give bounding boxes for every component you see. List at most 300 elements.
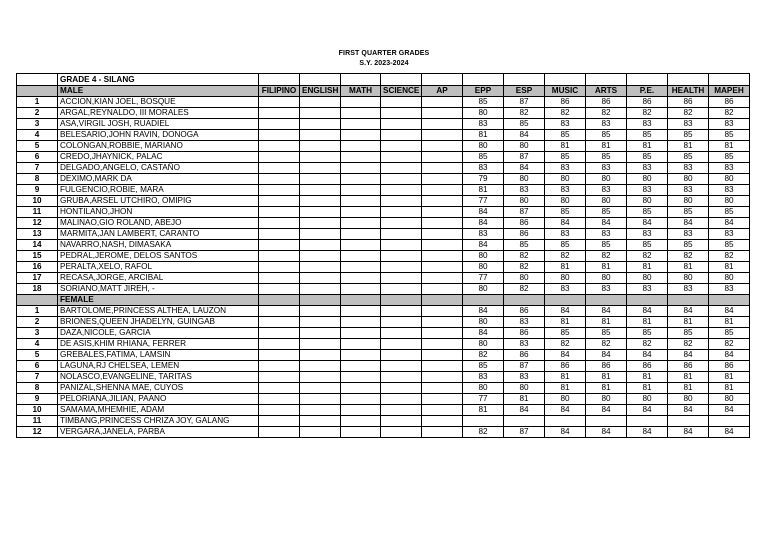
grade-arts: 83 — [586, 119, 627, 130]
grade-p-e: 83 — [627, 119, 668, 130]
grade-music: 86 — [545, 97, 586, 108]
column-header-filipino: FILIPINO — [259, 86, 300, 97]
header-blank-cell — [504, 295, 545, 306]
grade-esp: 83 — [504, 339, 545, 350]
grade-epp: 83 — [463, 372, 504, 383]
grade-ap — [422, 350, 463, 361]
grade-esp: 87 — [504, 207, 545, 218]
grade-health: 81 — [668, 383, 709, 394]
student-number: 14 — [17, 240, 58, 251]
student-row — [17, 141, 750, 152]
grade-science — [381, 97, 422, 108]
grade-esp: 80 — [504, 383, 545, 394]
grade-epp: 83 — [463, 229, 504, 240]
grade-epp: 84 — [463, 218, 504, 229]
grade-math — [341, 416, 381, 427]
grade-music: 86 — [545, 361, 586, 372]
grade-science — [381, 196, 422, 207]
grade-english — [300, 383, 341, 394]
student-row — [17, 284, 750, 295]
grade-music: 85 — [545, 130, 586, 141]
grade-esp: 82 — [504, 284, 545, 295]
column-header-english: ENGLISH — [300, 86, 341, 97]
grade-ap — [422, 262, 463, 273]
grade-arts: 85 — [586, 152, 627, 163]
grade-english — [300, 273, 341, 284]
grade-mapeh: 80 — [709, 174, 750, 185]
grade-math — [341, 108, 381, 119]
grade-epp: 80 — [463, 262, 504, 273]
female-group-label: FEMALE — [58, 295, 259, 306]
grade-p-e: 84 — [627, 218, 668, 229]
student-name: FULGENCIO,ROBIE, MARA — [58, 185, 259, 196]
grade-arts: 81 — [586, 317, 627, 328]
column-header-mapeh: MAPEH — [709, 86, 750, 97]
grade-science — [381, 262, 422, 273]
student-row — [17, 328, 750, 339]
grade-p-e: 84 — [627, 306, 668, 317]
grade-math — [341, 284, 381, 295]
section-title: GRADE 4 - SILANG — [58, 74, 259, 86]
column-header-health: HEALTH — [668, 86, 709, 97]
grade-math — [341, 251, 381, 262]
column-header-music: MUSIC — [545, 86, 586, 97]
student-name: NOLASCO,EVANGELINE, TARITAS — [58, 372, 259, 383]
grade-health: 81 — [668, 317, 709, 328]
student-number: 6 — [17, 361, 58, 372]
grade-health: 80 — [668, 273, 709, 284]
grade-filipino — [259, 229, 300, 240]
grade-science — [381, 207, 422, 218]
grade-ap — [422, 416, 463, 427]
grade-filipino — [259, 339, 300, 350]
student-name: COLONGAN,ROBBIE, MARIANO — [58, 141, 259, 152]
grade-music: 84 — [545, 405, 586, 416]
grade-english — [300, 174, 341, 185]
student-row — [17, 361, 750, 372]
student-row — [17, 108, 750, 119]
grade-mapeh: 82 — [709, 108, 750, 119]
grade-english — [300, 306, 341, 317]
grade-ap — [422, 405, 463, 416]
header-blank-cell — [259, 295, 300, 306]
grade-epp: 85 — [463, 152, 504, 163]
grade-filipino — [259, 372, 300, 383]
grade-mapeh: 85 — [709, 328, 750, 339]
grade-arts: 81 — [586, 372, 627, 383]
grade-esp: 81 — [504, 394, 545, 405]
blank-cell — [545, 74, 586, 86]
student-name: GREBALES,FATIMA, LAMSIN — [58, 350, 259, 361]
grade-health: 82 — [668, 251, 709, 262]
grade-filipino — [259, 141, 300, 152]
grade-mapeh — [709, 416, 750, 427]
grade-filipino — [259, 328, 300, 339]
grade-math — [341, 141, 381, 152]
grade-health: 84 — [668, 350, 709, 361]
grade-epp: 77 — [463, 196, 504, 207]
grade-p-e: 80 — [627, 196, 668, 207]
student-row — [17, 416, 750, 427]
header-blank-cell — [627, 295, 668, 306]
grade-math — [341, 207, 381, 218]
grade-health: 84 — [668, 306, 709, 317]
grade-science — [381, 251, 422, 262]
grade-math — [341, 152, 381, 163]
student-row — [17, 394, 750, 405]
grade-p-e: 83 — [627, 185, 668, 196]
grade-ap — [422, 317, 463, 328]
grade-mapeh: 84 — [709, 427, 750, 438]
student-number: 12 — [17, 218, 58, 229]
grade-ap — [422, 130, 463, 141]
grade-arts: 81 — [586, 262, 627, 273]
grade-p-e: 85 — [627, 130, 668, 141]
grade-music: 80 — [545, 273, 586, 284]
grade-arts: 85 — [586, 328, 627, 339]
grade-p-e: 81 — [627, 383, 668, 394]
grade-mapeh: 82 — [709, 339, 750, 350]
grade-p-e: 83 — [627, 284, 668, 295]
grade-filipino — [259, 383, 300, 394]
grade-health: 81 — [668, 262, 709, 273]
grade-arts: 85 — [586, 130, 627, 141]
student-number: 11 — [17, 207, 58, 218]
grade-mapeh: 83 — [709, 229, 750, 240]
header-blank-cell — [709, 295, 750, 306]
grade-p-e: 81 — [627, 317, 668, 328]
grade-epp: 84 — [463, 240, 504, 251]
student-number: 8 — [17, 174, 58, 185]
grade-science — [381, 174, 422, 185]
header-blank-cell — [341, 295, 381, 306]
student-number: 4 — [17, 130, 58, 141]
student-row — [17, 427, 750, 438]
grade-p-e: 84 — [627, 350, 668, 361]
grade-epp: 79 — [463, 174, 504, 185]
student-row — [17, 240, 750, 251]
student-row — [17, 306, 750, 317]
grade-epp: 84 — [463, 306, 504, 317]
student-name: ASA,VIRGIL JOSH, RUADIEL — [58, 119, 259, 130]
student-number: 17 — [17, 273, 58, 284]
grade-arts: 85 — [586, 207, 627, 218]
grade-mapeh: 84 — [709, 306, 750, 317]
grade-math — [341, 262, 381, 273]
grade-music — [545, 416, 586, 427]
student-name: SORIANO,MATT JIREH, - — [58, 284, 259, 295]
grade-ap — [422, 229, 463, 240]
grade-p-e: 80 — [627, 174, 668, 185]
grade-epp: 77 — [463, 394, 504, 405]
grade-health: 83 — [668, 185, 709, 196]
grade-arts: 83 — [586, 185, 627, 196]
grade-epp: 83 — [463, 119, 504, 130]
student-row — [17, 383, 750, 394]
grade-music: 83 — [545, 229, 586, 240]
grade-p-e: 84 — [627, 405, 668, 416]
grade-health: 84 — [668, 405, 709, 416]
student-row — [17, 339, 750, 350]
report-title: FIRST QUARTER GRADES — [338, 50, 430, 57]
header-blank-cell — [463, 295, 504, 306]
grade-p-e: 85 — [627, 207, 668, 218]
female-header-row — [17, 295, 750, 306]
grade-health: 82 — [668, 339, 709, 350]
header-blank-cell — [422, 295, 463, 306]
student-number: 8 — [17, 383, 58, 394]
student-row — [17, 317, 750, 328]
grade-science — [381, 317, 422, 328]
grade-esp: 84 — [504, 405, 545, 416]
grade-arts: 80 — [586, 174, 627, 185]
grade-p-e — [627, 416, 668, 427]
grade-health: 80 — [668, 174, 709, 185]
grade-health: 83 — [668, 163, 709, 174]
student-number: 12 — [17, 427, 58, 438]
grade-arts — [586, 416, 627, 427]
grade-ap — [422, 284, 463, 295]
grade-epp: 80 — [463, 284, 504, 295]
grade-arts: 83 — [586, 229, 627, 240]
grade-ap — [422, 339, 463, 350]
grade-esp: 87 — [504, 361, 545, 372]
blank-cell — [627, 74, 668, 86]
grade-p-e: 85 — [627, 152, 668, 163]
grade-p-e: 83 — [627, 163, 668, 174]
student-name: PERALTA,XELO, RAFOL — [58, 262, 259, 273]
school-year: S.Y. 2023-2024 — [359, 60, 409, 67]
grade-music: 85 — [545, 207, 586, 218]
grade-esp: 82 — [504, 108, 545, 119]
grade-esp: 86 — [504, 328, 545, 339]
blank-cell — [668, 74, 709, 86]
student-row — [17, 185, 750, 196]
grade-english — [300, 185, 341, 196]
grade-filipino — [259, 207, 300, 218]
grade-ap — [422, 251, 463, 262]
grade-mapeh: 86 — [709, 97, 750, 108]
header-blank-cell — [545, 295, 586, 306]
grade-health: 86 — [668, 97, 709, 108]
blank-cell — [259, 74, 300, 86]
grade-esp: 83 — [504, 317, 545, 328]
grade-arts: 84 — [586, 218, 627, 229]
student-name: BELESARIO,JOHN RAVIN, DONOGA — [58, 130, 259, 141]
grade-p-e: 80 — [627, 273, 668, 284]
grade-english — [300, 152, 341, 163]
grade-ap — [422, 372, 463, 383]
grade-epp: 84 — [463, 328, 504, 339]
grade-math — [341, 185, 381, 196]
grade-english — [300, 372, 341, 383]
grade-mapeh: 85 — [709, 130, 750, 141]
grade-english — [300, 339, 341, 350]
grade-esp: 85 — [504, 240, 545, 251]
grade-english — [300, 108, 341, 119]
grade-ap — [422, 108, 463, 119]
student-number: 9 — [17, 185, 58, 196]
grade-esp: 80 — [504, 196, 545, 207]
student-name: LAGUNA,RJ CHELSEA, LEMEN — [58, 361, 259, 372]
student-row — [17, 207, 750, 218]
grade-esp — [504, 416, 545, 427]
grade-english — [300, 328, 341, 339]
grade-p-e: 86 — [627, 361, 668, 372]
student-row — [17, 119, 750, 130]
student-number: 3 — [17, 328, 58, 339]
student-name: ARGAL,REYNALDO, III MORALES — [58, 108, 259, 119]
grade-mapeh: 81 — [709, 317, 750, 328]
grade-math — [341, 361, 381, 372]
student-name: VERGARA,JANELA, PARBA — [58, 427, 259, 438]
grade-english — [300, 240, 341, 251]
grade-ap — [422, 306, 463, 317]
student-number: 16 — [17, 262, 58, 273]
grade-filipino — [259, 97, 300, 108]
grade-mapeh: 85 — [709, 152, 750, 163]
grade-arts: 82 — [586, 108, 627, 119]
grade-english — [300, 196, 341, 207]
header-number-cell — [17, 295, 58, 306]
grade-health: 82 — [668, 108, 709, 119]
grade-music: 83 — [545, 284, 586, 295]
grade-health — [668, 416, 709, 427]
grade-english — [300, 350, 341, 361]
student-row — [17, 262, 750, 273]
grade-music: 83 — [545, 163, 586, 174]
student-row — [17, 350, 750, 361]
student-number: 11 — [17, 416, 58, 427]
grade-math — [341, 240, 381, 251]
student-row — [17, 229, 750, 240]
grade-esp: 87 — [504, 152, 545, 163]
grade-mapeh: 83 — [709, 185, 750, 196]
grade-health: 85 — [668, 130, 709, 141]
grade-math — [341, 119, 381, 130]
grade-english — [300, 163, 341, 174]
grade-mapeh: 80 — [709, 196, 750, 207]
grade-english — [300, 251, 341, 262]
grade-music: 85 — [545, 328, 586, 339]
grade-mapeh: 81 — [709, 262, 750, 273]
grade-ap — [422, 152, 463, 163]
grades-table — [16, 73, 750, 438]
grade-ap — [422, 174, 463, 185]
grade-english — [300, 427, 341, 438]
grade-arts: 84 — [586, 405, 627, 416]
grade-science — [381, 306, 422, 317]
grade-ap — [422, 218, 463, 229]
grade-health: 83 — [668, 119, 709, 130]
grade-esp: 84 — [504, 163, 545, 174]
grade-english — [300, 141, 341, 152]
grade-music: 82 — [545, 339, 586, 350]
grade-p-e: 82 — [627, 339, 668, 350]
column-header-arts: ARTS — [586, 86, 627, 97]
grade-ap — [422, 119, 463, 130]
grade-music: 81 — [545, 383, 586, 394]
grade-filipino — [259, 262, 300, 273]
grade-science — [381, 229, 422, 240]
student-name: PELORIANA,JILIAN, PAANO — [58, 394, 259, 405]
blank-cell — [422, 74, 463, 86]
grade-mapeh: 84 — [709, 350, 750, 361]
grade-health: 83 — [668, 229, 709, 240]
grade-filipino — [259, 108, 300, 119]
grade-filipino — [259, 119, 300, 130]
grade-math — [341, 306, 381, 317]
grade-music: 80 — [545, 394, 586, 405]
grade-arts: 84 — [586, 306, 627, 317]
grade-arts: 82 — [586, 339, 627, 350]
grade-mapeh: 83 — [709, 163, 750, 174]
grade-math — [341, 196, 381, 207]
grade-health: 83 — [668, 284, 709, 295]
student-number: 10 — [17, 196, 58, 207]
grade-science — [381, 339, 422, 350]
blank-cell — [463, 74, 504, 86]
grade-math — [341, 372, 381, 383]
student-row — [17, 130, 750, 141]
grade-math — [341, 163, 381, 174]
grade-english — [300, 97, 341, 108]
grade-math — [341, 427, 381, 438]
grade-filipino — [259, 163, 300, 174]
grade-science — [381, 240, 422, 251]
grade-science — [381, 185, 422, 196]
grade-p-e: 81 — [627, 141, 668, 152]
grade-filipino — [259, 273, 300, 284]
grade-music: 81 — [545, 141, 586, 152]
grade-arts: 81 — [586, 383, 627, 394]
grade-health: 80 — [668, 196, 709, 207]
grade-esp: 82 — [504, 251, 545, 262]
header-blank-cell — [381, 295, 422, 306]
grade-esp: 80 — [504, 273, 545, 284]
grade-english — [300, 130, 341, 141]
grade-esp: 83 — [504, 372, 545, 383]
grade-math — [341, 350, 381, 361]
grade-health: 85 — [668, 152, 709, 163]
grade-epp: 80 — [463, 339, 504, 350]
grade-english — [300, 229, 341, 240]
student-number: 5 — [17, 350, 58, 361]
grade-health: 86 — [668, 361, 709, 372]
grade-arts: 83 — [586, 284, 627, 295]
grade-mapeh: 80 — [709, 394, 750, 405]
grade-epp: 81 — [463, 185, 504, 196]
grade-filipino — [259, 361, 300, 372]
grade-filipino — [259, 174, 300, 185]
grade-esp: 87 — [504, 427, 545, 438]
student-name: MALINAO,GIO ROLAND, ABEJO — [58, 218, 259, 229]
grade-arts: 80 — [586, 394, 627, 405]
grade-esp: 83 — [504, 185, 545, 196]
grade-p-e: 81 — [627, 262, 668, 273]
blank-cell — [300, 74, 341, 86]
grade-filipino — [259, 394, 300, 405]
student-number: 18 — [17, 284, 58, 295]
grade-arts: 80 — [586, 273, 627, 284]
student-number: 10 — [17, 405, 58, 416]
grade-p-e: 82 — [627, 108, 668, 119]
grade-filipino — [259, 427, 300, 438]
blank-cell — [504, 74, 545, 86]
header-number-cell — [17, 86, 58, 97]
student-number: 6 — [17, 152, 58, 163]
student-name: PANIZAL,SHENNA MAE, CUYOS — [58, 383, 259, 394]
